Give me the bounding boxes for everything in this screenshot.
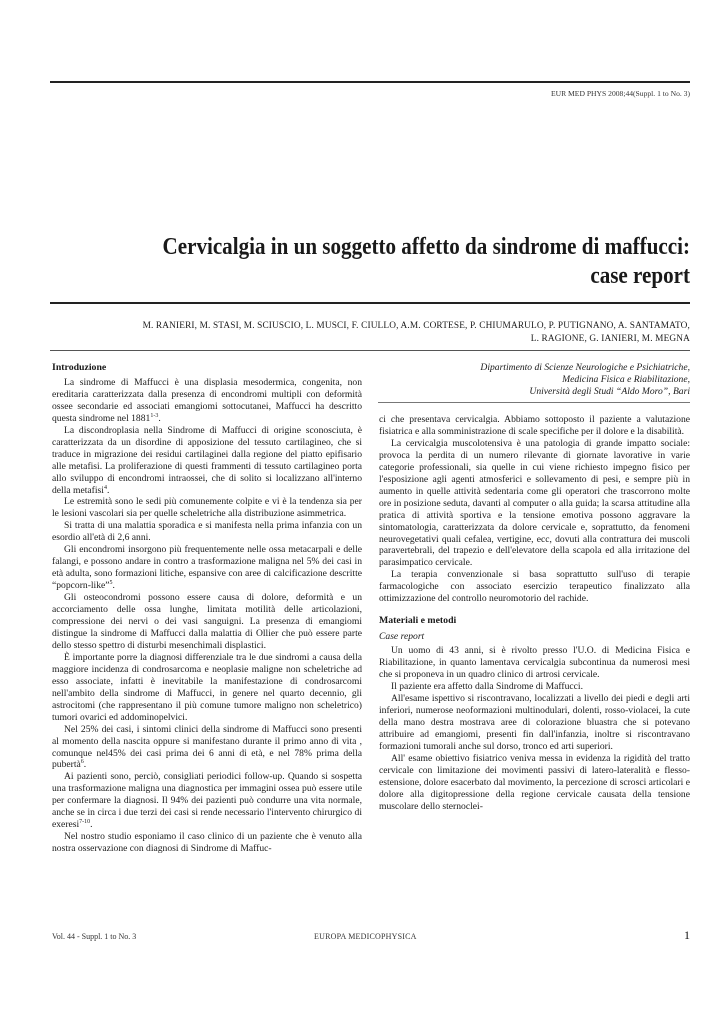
authors-rule (50, 350, 690, 351)
body-paragraph: All'esame ispettivo si riscontravano, localizzati a livello dei piedi e degli arti inferiori, numerose neoformazioni multinodulari, dolenti, rosso-violacei, la cute della mano destra mostrava aree di colorazione bluastra che si potevano attribuire ad emangiomi, presenti fin dall'infanzia, inoltre si riscontravano formazioni tumorali anche sul dorso, tronco ed arti superiori. (379, 692, 690, 752)
title-line-2: case report (590, 262, 690, 289)
body-paragraph: La discondroplasia nella Sindrome di Maffucci di origine sconosciuta, è caratterizzata da un disordine di apposizione del tessuto cartilagineo, che si traduce in migrazione dei residui cartilaginei dalla regione del piatto epifisario alle metafisi. La proliferazione di questi frammenti di tessuto cartilagineo porta allo sviluppo di encondromi intraossei, che di solito si localizzano all'interno della metafisi$^4$. (52, 424, 362, 496)
body-paragraph: Ai pazienti sono, perciò, consigliati periodici follow-up. Quando si sospetta una trasformazione maligna una diagnostica per immagini ossea può essere utile per confermare la diagnosi. Il 94% dei pazienti può condurre una vita normale, anche se in circa i due terzi dei casi si rende necessario l'intervento chirurgico di exeresi$^{7-10}$. (52, 771, 362, 831)
body-paragraph: Le estremità sono le sedi più comunemente colpite e vi è la tendenza sia per le lesioni vascolari sia per quelle scheletriche alla distribuzione asimmetrica. (52, 496, 362, 520)
affiliation-line-1: Dipartimento di Scienze Neurologiche e Psichiatriche, (480, 362, 690, 373)
body-paragraph: Gli osteocondromi possono essere causa di dolore, deformità e un accorciamento delle ossa lunghe, limitata motilità delle articolazioni, compressione dei nervi o dei vasi sanguigni. La presenza di emangiomi distingue la sindrome di Maffucci dalla malattia di Ollier che può essere parte dello stesso spettro di disturbi mesenchimali displastici. (52, 592, 362, 651)
continued-paragraph: ci che presentava cervicalgia. Abbiamo sottoposto il paziente a valutazione fisiatrica e alla somministrazione di scale specifiche per il dolore e la disabilità. (379, 414, 690, 437)
body-paragraph: Un uomo di 43 anni, si è rivolto presso l'U.O. di Medicina Fisica e Riabilitazione, in quanto lamentava cervicalgia subcontinua da numerosi mesi che si proponeva in un quadro clinico di artrosi cervicale. (379, 645, 690, 681)
intro-paragraphs (52, 377, 362, 855)
body-paragraph: Gli encondromi insorgono più frequentemente nelle ossa metacarpali e delle falangi, e possono andare in contro a trasformazione maligna nel 5% dei casi in età adulta, sono formazioni litiche, espansive con aree di calcificazione descritte “popcorn-like”$^5$. (52, 544, 362, 592)
article-title (157, 232, 690, 290)
body-paragraph: Il paziente era affetto dalla Sindrome di Maffucci. (391, 681, 583, 693)
authors-line-1: M. RANIERI, M. STASI, M. SCIUSCIO, L. MUSCI, F. CIULLO, A.M. CORTESE, P. CHIUMARULO, P. PUTIGNANO, A. SANTAMATO, (142, 321, 690, 331)
affiliation-line-3: Università degli Studi “Aldo Moro”, Bari (529, 386, 690, 398)
body-paragraph: Si tratta di una malattia sporadica e si manifesta nella prima infanzia con un esordio all'età di 2,6 anni. (52, 520, 362, 544)
affiliation (370, 362, 690, 399)
right-column (379, 414, 690, 813)
body-paragraph: Nel 25% dei casi, i sintomi clinici della sindrome di Maffucci sono presenti al momento della nascita oppure si manifestano durante il primo anno di vita , comunque nel45% dei casi prima dei 6 anni di età, e nel 78% prima della pubertà$^6$. (52, 723, 362, 771)
section-heading-introduzione: Introduzione (52, 362, 107, 373)
top-rule (50, 81, 690, 83)
body-paragraph: Nel nostro studio esponiamo il caso clinico di un paziente che è venuto alla nostra osservazione con diagnosi di Sindrome di Maffuc- (52, 831, 362, 855)
footer-journal-name: EUROPA MEDICOPHYSICA (314, 932, 417, 941)
footer-volume: Vol. 44 - Suppl. 1 to No. 3 (52, 932, 137, 941)
affiliation-line-2: Medicina Fisica e Riabilitazione, (562, 374, 690, 386)
section-heading-materiali-metodi: Materiali e metodi (379, 615, 457, 627)
body-paragraph: La terapia convenzionale si basa soprattutto sull'uso di terapie farmacologiche con associato esercizio terapeutico finalizzato alla ottimizzazione del controllo neuromotorio del rachide. (379, 569, 690, 605)
subsection-heading-case-report: Case report (379, 631, 425, 643)
page-number: 1 (684, 928, 690, 942)
title-line-1: Cervicalgia in un soggetto affetto da sindrome di maffucci: (162, 233, 691, 260)
body-paragraph: È importante porre la diagnosi differenziale tra le due sindromi a causa della maggiore incidenza di condrosarcoma e neoplasie maligne non scheletriche ad esso associate, infatti è inevitabile la manifestazione di condrosarcomi nell'ambito della sindrome di Maffucci, in genere nel quarto decennio, gli astrocitomi (che rappresentano il più comune tumore maligno non scheletrico) tumori ovarici ed addominopelvici. (52, 651, 362, 723)
author-list (50, 320, 690, 345)
body-paragraph: La sindrome di Maffucci è una displasia mesodermica, congenita, non ereditaria caratterizzata dalla presenza di encondromi multipli con deformità ossee secondarie ed associati emangiomi sottocutanei, Maffucci ha descritto questa sindrome nel 1881$^{1-3}$. (52, 376, 362, 424)
authors-line-2: L. RAGIONE, G. IANIERI, M. MEGNA (530, 333, 690, 344)
affiliation-rule (378, 402, 690, 403)
left-column (52, 362, 362, 855)
journal-reference: EUR MED PHYS 2008;44(Suppl. 1 to No. 3) (550, 89, 690, 98)
title-rule (50, 302, 690, 304)
body-paragraph: All' esame obiettivo fisiatrico veniva messa in evidenza la rigidità del tratto cervicale con limitazione dei movimenti passivi di latero-lateralità e flesso-estensione, dolore esacerbato dal movimento, la percezione di scrosci articolari e dolore alla digitopressione della regione cervicale causata della tensione muscolare dello sternoclei- (379, 752, 690, 812)
body-paragraph: La cervicalgia muscolotensiva è una patologia di grande impatto sociale: provoca la perdita di un numero rilevante di giornate lavorative in varie categorie professionali, sia quelle in cui viene richiesto impegno fisico per l'esposizione agli agenti atmosferici e sollevamento di pesi, e sempre più in aumento in quelle attività sedentaria come gli operatori che trascorrono molte ore in posizione seduta, davanti al computer o alla guida; la scarsa attitudine alla pratica di attività sportiva e la tensione emotiva possono aggravare la sintomatologia, caratterizzata da dolore cervicale e, soprattutto, da fenomeni neurovegetativi quali cefalea, vertigine, ecc, dovuti alla contrattura dei muscoli paravertebrali, del trapezio e dell'elevatore della scapola ed alla irritazione del parasimpatico cervicale. (379, 437, 690, 569)
